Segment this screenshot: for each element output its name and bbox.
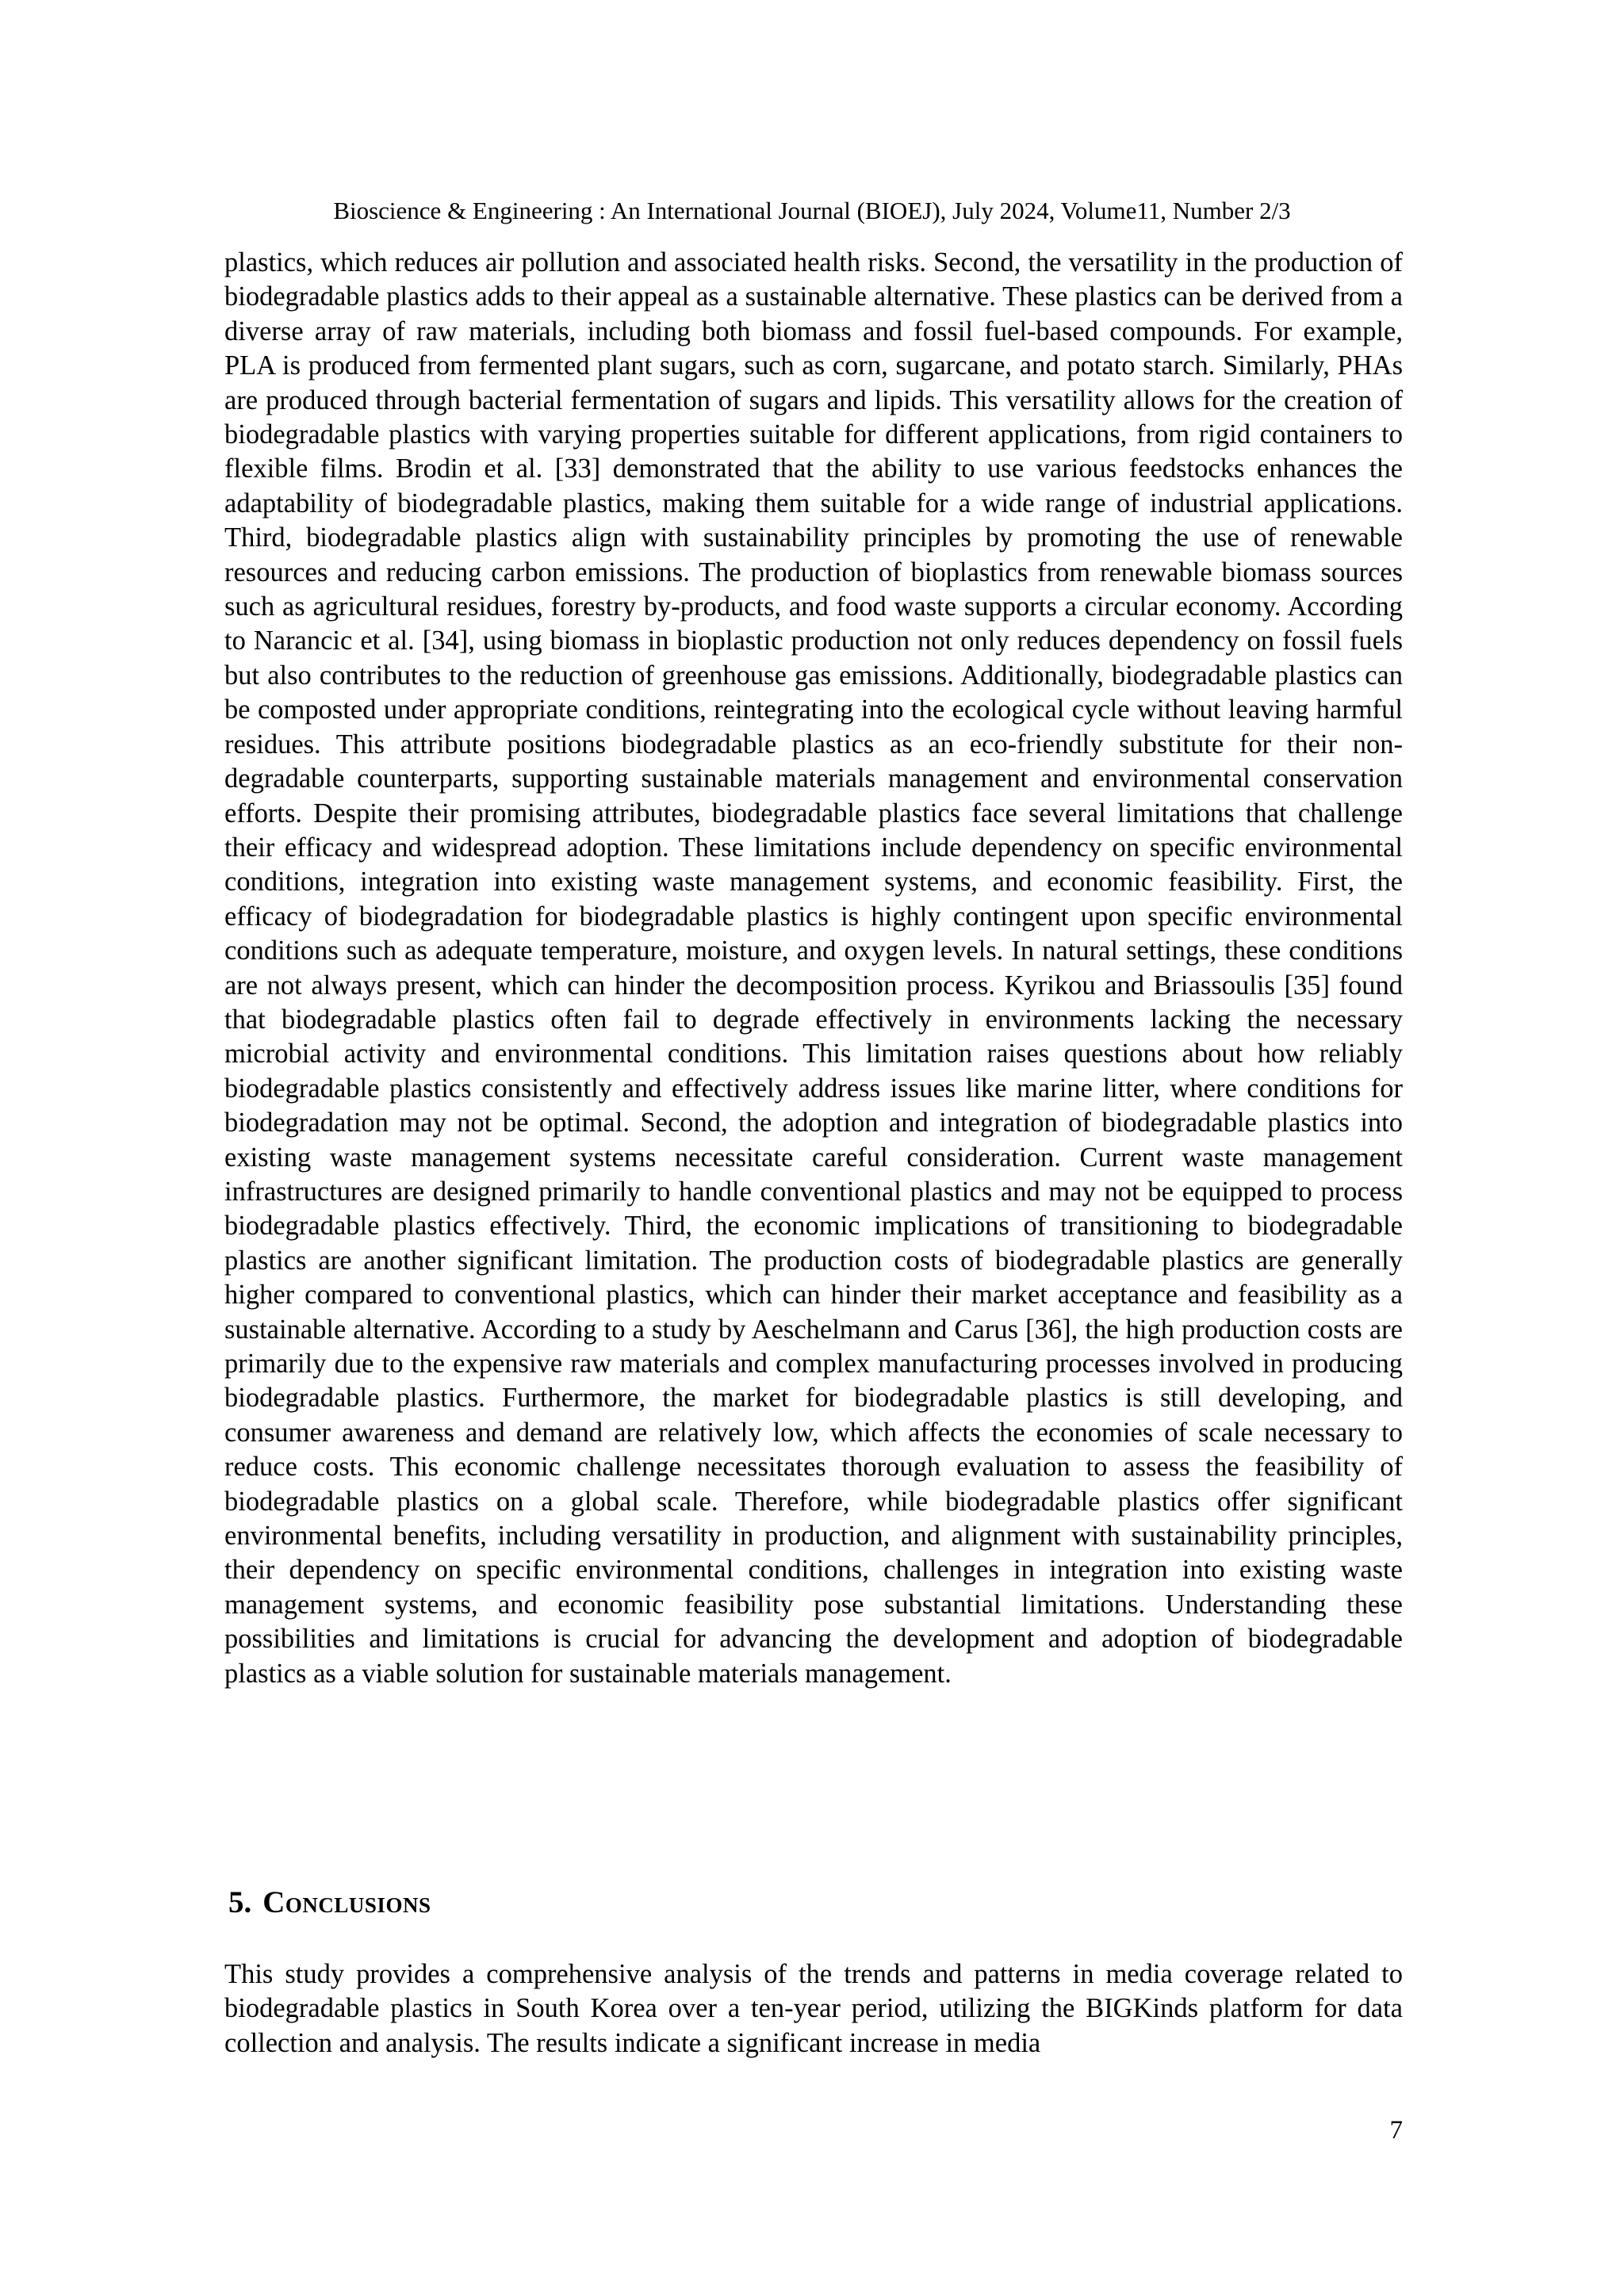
section-title: Conclusions [262, 1885, 431, 1919]
body-paragraph: plastics, which reduces air pollution and associated health risks. Second, the versatility in the production of biodegradable plastics adds to their appeal as a sustainable alternative. These plastics can be derived from a diverse array of raw materials, including both biomass and fossil fuel-based compounds. For example, PLA is produced from fermented plant sugars, such as corn, sugarcane, and potato starch. Similarly, PHAs are produced through bacterial fermentation of sugars and lipids. This versatility allows for the creation of biodegradable plastics with varying properties suitable for different applications, from rigid containers to flexible films. Brodin et al. [33] demonstrated that the ability to use various feedstocks enhances the adaptability of biodegradable plastics, making them suitable for a wide range of industrial applications. Third, biodegradable plastics align with sustainability principles by promoting the use of renewable resources and reducing carbon emissions. The production of bioplastics from renewable biomass sources such as agricultural residues, forestry by-products, and food waste supports a circular economy. According to Narancic et al. [34], using biomass in bioplastic production not only reduces dependency on fossil fuels but also contributes to the reduction of greenhouse gas emissions. Additionally, biodegradable plastics can be composted under appropriate conditions, reintegrating into the ecological cycle without leaving harmful residues. This attribute positions biodegradable plastics as an eco-friendly substitute for their non-degradable counterparts, supporting sustainable materials management and environmental conservation efforts. Despite their promising attributes, biodegradable plastics face several limitations that challenge their efficacy and widespread adoption. These limitations include dependency on specific environmental conditions, integration into existing waste management systems, and economic feasibility. First, the efficacy of biodegradation for biodegradable plastics is highly contingent upon specific environmental conditions such as adequate temperature, moisture, and oxygen levels. In natural settings, these conditions are not always present, which can hinder the decomposition process. Kyrikou and Briassoulis [35] found that biodegradable plastics often fail to degrade effectively in environments lacking the necessary microbial activity and environmental conditions. This limitation raises questions about how reliably biodegradable plastics consistently and effectively address issues like marine litter, where conditions for biodegradation may not be optimal. Second, the adoption and integration of biodegradable plastics into existing waste management systems necessitate careful consideration. Current waste management infrastructures are designed primarily to handle conventional plastics and may not be equipped to process biodegradable plastics effectively. Third, the economic implications of transitioning to biodegradable plastics are another significant limitation. The production costs of biodegradable plastics are generally higher compared to conventional plastics, which can hinder their market acceptance and feasibility as a sustainable alternative. According to a study by Aeschelmann and Carus [36], the high production costs are primarily due to the expensive raw materials and complex manufacturing processes involved in producing biodegradable plastics. Furthermore, the market for biodegradable plastics is still developing, and consumer awareness and demand are relatively low, which affects the economies of scale necessary to reduce costs. This economic challenge necessitates thorough evaluation to assess the feasibility of biodegradable plastics on a global scale. Therefore, while biodegradable plastics offer significant environmental benefits, including versatility in production, and alignment with sustainability principles, their dependency on specific environmental conditions, challenges in integration into existing waste management systems, and economic feasibility pose substantial limitations. Understanding these possibilities and limitations is crucial for advancing the development and adoption of biodegradable plastics as a viable solution for sustainable materials management. [224, 247, 1403, 1689]
conclusions-paragraph: This study provides a comprehensive analysis of the trends and patterns in media coverage related to biodegradable plastics in South Korea over a ten-year period, utilizing the BIGKinds platform for data collection and analysis. The results indicate a significant increase in media [224, 1959, 1403, 2058]
section-heading [228, 1884, 431, 1922]
running-header: Bioscience & Engineering : An International Journal (BIOEJ), July 2024, Volume11, Number 2/3 [333, 197, 1291, 224]
page-number: 7 [1389, 2116, 1403, 2145]
section-number: 5. [228, 1885, 252, 1919]
